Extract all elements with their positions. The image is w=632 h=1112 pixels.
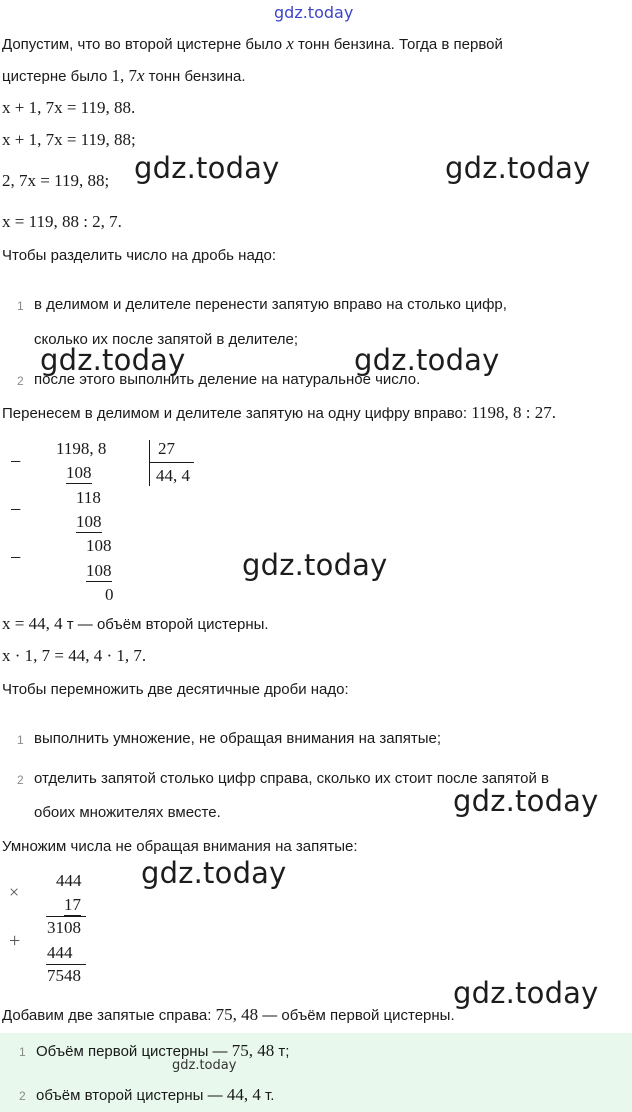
watermark: gdz.today (242, 548, 388, 582)
answer-item: объём второй цистерны — 44, 4 т. (36, 1085, 275, 1104)
sum-line (46, 964, 86, 965)
list-item: обоих множителях вместе. (34, 804, 221, 821)
dividend: 1198, 8 (56, 439, 107, 458)
list-number: 1 (19, 1045, 26, 1059)
division-bar (149, 440, 150, 486)
list-number: 2 (17, 374, 24, 388)
minus-sign: − (10, 499, 22, 521)
partial-product-1: 3108 (47, 918, 81, 937)
list-item: отделить запятой столько цифр справа, сколько их стоит после запятой в (34, 770, 549, 787)
watermark-top: gdz.today (274, 3, 354, 22)
plus-sign: + (9, 930, 21, 952)
list-number: 1 (17, 733, 24, 747)
step-subtract: 108 (76, 512, 102, 531)
divisor: 27 (158, 439, 175, 458)
product-total: 7548 (47, 966, 81, 985)
watermark: gdz.today (141, 856, 287, 890)
list-number: 2 (17, 773, 24, 787)
factor-a: 444 (56, 871, 82, 890)
equation-4: x = 119, 88 : 2, 7. (2, 212, 122, 231)
divisor-line (150, 462, 194, 463)
list-item: выполнить умножение, не обращая внимания на запятые; (34, 730, 442, 747)
list-item: после этого выполнить деление на натуральное число. (34, 371, 421, 388)
list-item: сколько их после запятой в делителе; (34, 331, 299, 348)
shift-text: Перенесем в делимом и делителе запятую на одну цифру вправо: 1198, 8 : 27. (2, 403, 557, 422)
step-remainder: 108 (86, 536, 112, 555)
equation-2: x + 1, 7x = 119, 88; (2, 130, 136, 149)
watermark: gdz.today (453, 976, 599, 1010)
intro-line-2: цистерне было 1, 7x тонн бензина. (2, 66, 246, 85)
product-line (46, 916, 86, 917)
watermark-small: gdz.today (172, 1058, 237, 1073)
watermark: gdz.today (453, 784, 599, 818)
quotient: 44, 4 (156, 466, 190, 485)
minus-sign: − (10, 547, 22, 569)
list-item: в делимом и делителе перенести запятую вправо на столько цифр, (34, 296, 507, 313)
final-text: Добавим две запятые справа: 75, 48 — объём первой цистерны. (2, 1005, 455, 1024)
factor-b: 17 (64, 895, 81, 914)
rule2-heading: Чтобы перемножить две десятичные дроби надо: (2, 681, 349, 698)
step-remainder: 118 (76, 488, 101, 507)
list-number: 2 (19, 1089, 26, 1103)
partial-product-2: 444 (47, 943, 73, 962)
list-number: 1 (17, 299, 24, 313)
mult-expression: x · 1, 7 = 44, 4 · 1, 7. (2, 646, 147, 665)
step-subtract: 108 (86, 561, 112, 580)
result-second-tank: x = 44, 4 т — объём второй цистерны. (2, 614, 269, 633)
watermark: gdz.today (445, 151, 591, 185)
minus-sign: − (10, 451, 22, 473)
step-subtract: 108 (66, 463, 92, 482)
equation-3: 2, 7x = 119, 88; (2, 171, 110, 190)
rule1-heading: Чтобы разделить число на дробь надо: (2, 247, 277, 264)
mult-heading: Умножим числа не обращая внимания на запятые: (2, 838, 358, 855)
watermark: gdz.today (354, 343, 500, 377)
intro-line-1: Допустим, что во второй цистерне было x тонн бензина. Тогда в первой (2, 34, 503, 53)
watermark: gdz.today (40, 343, 186, 377)
equation-1: x + 1, 7x = 119, 88. (2, 98, 136, 117)
step-final: 0 (105, 585, 114, 604)
times-sign: × (9, 882, 20, 902)
watermark: gdz.today (134, 151, 280, 185)
answer-item: Объём первой цистерны — 75, 48 т; (36, 1041, 290, 1060)
